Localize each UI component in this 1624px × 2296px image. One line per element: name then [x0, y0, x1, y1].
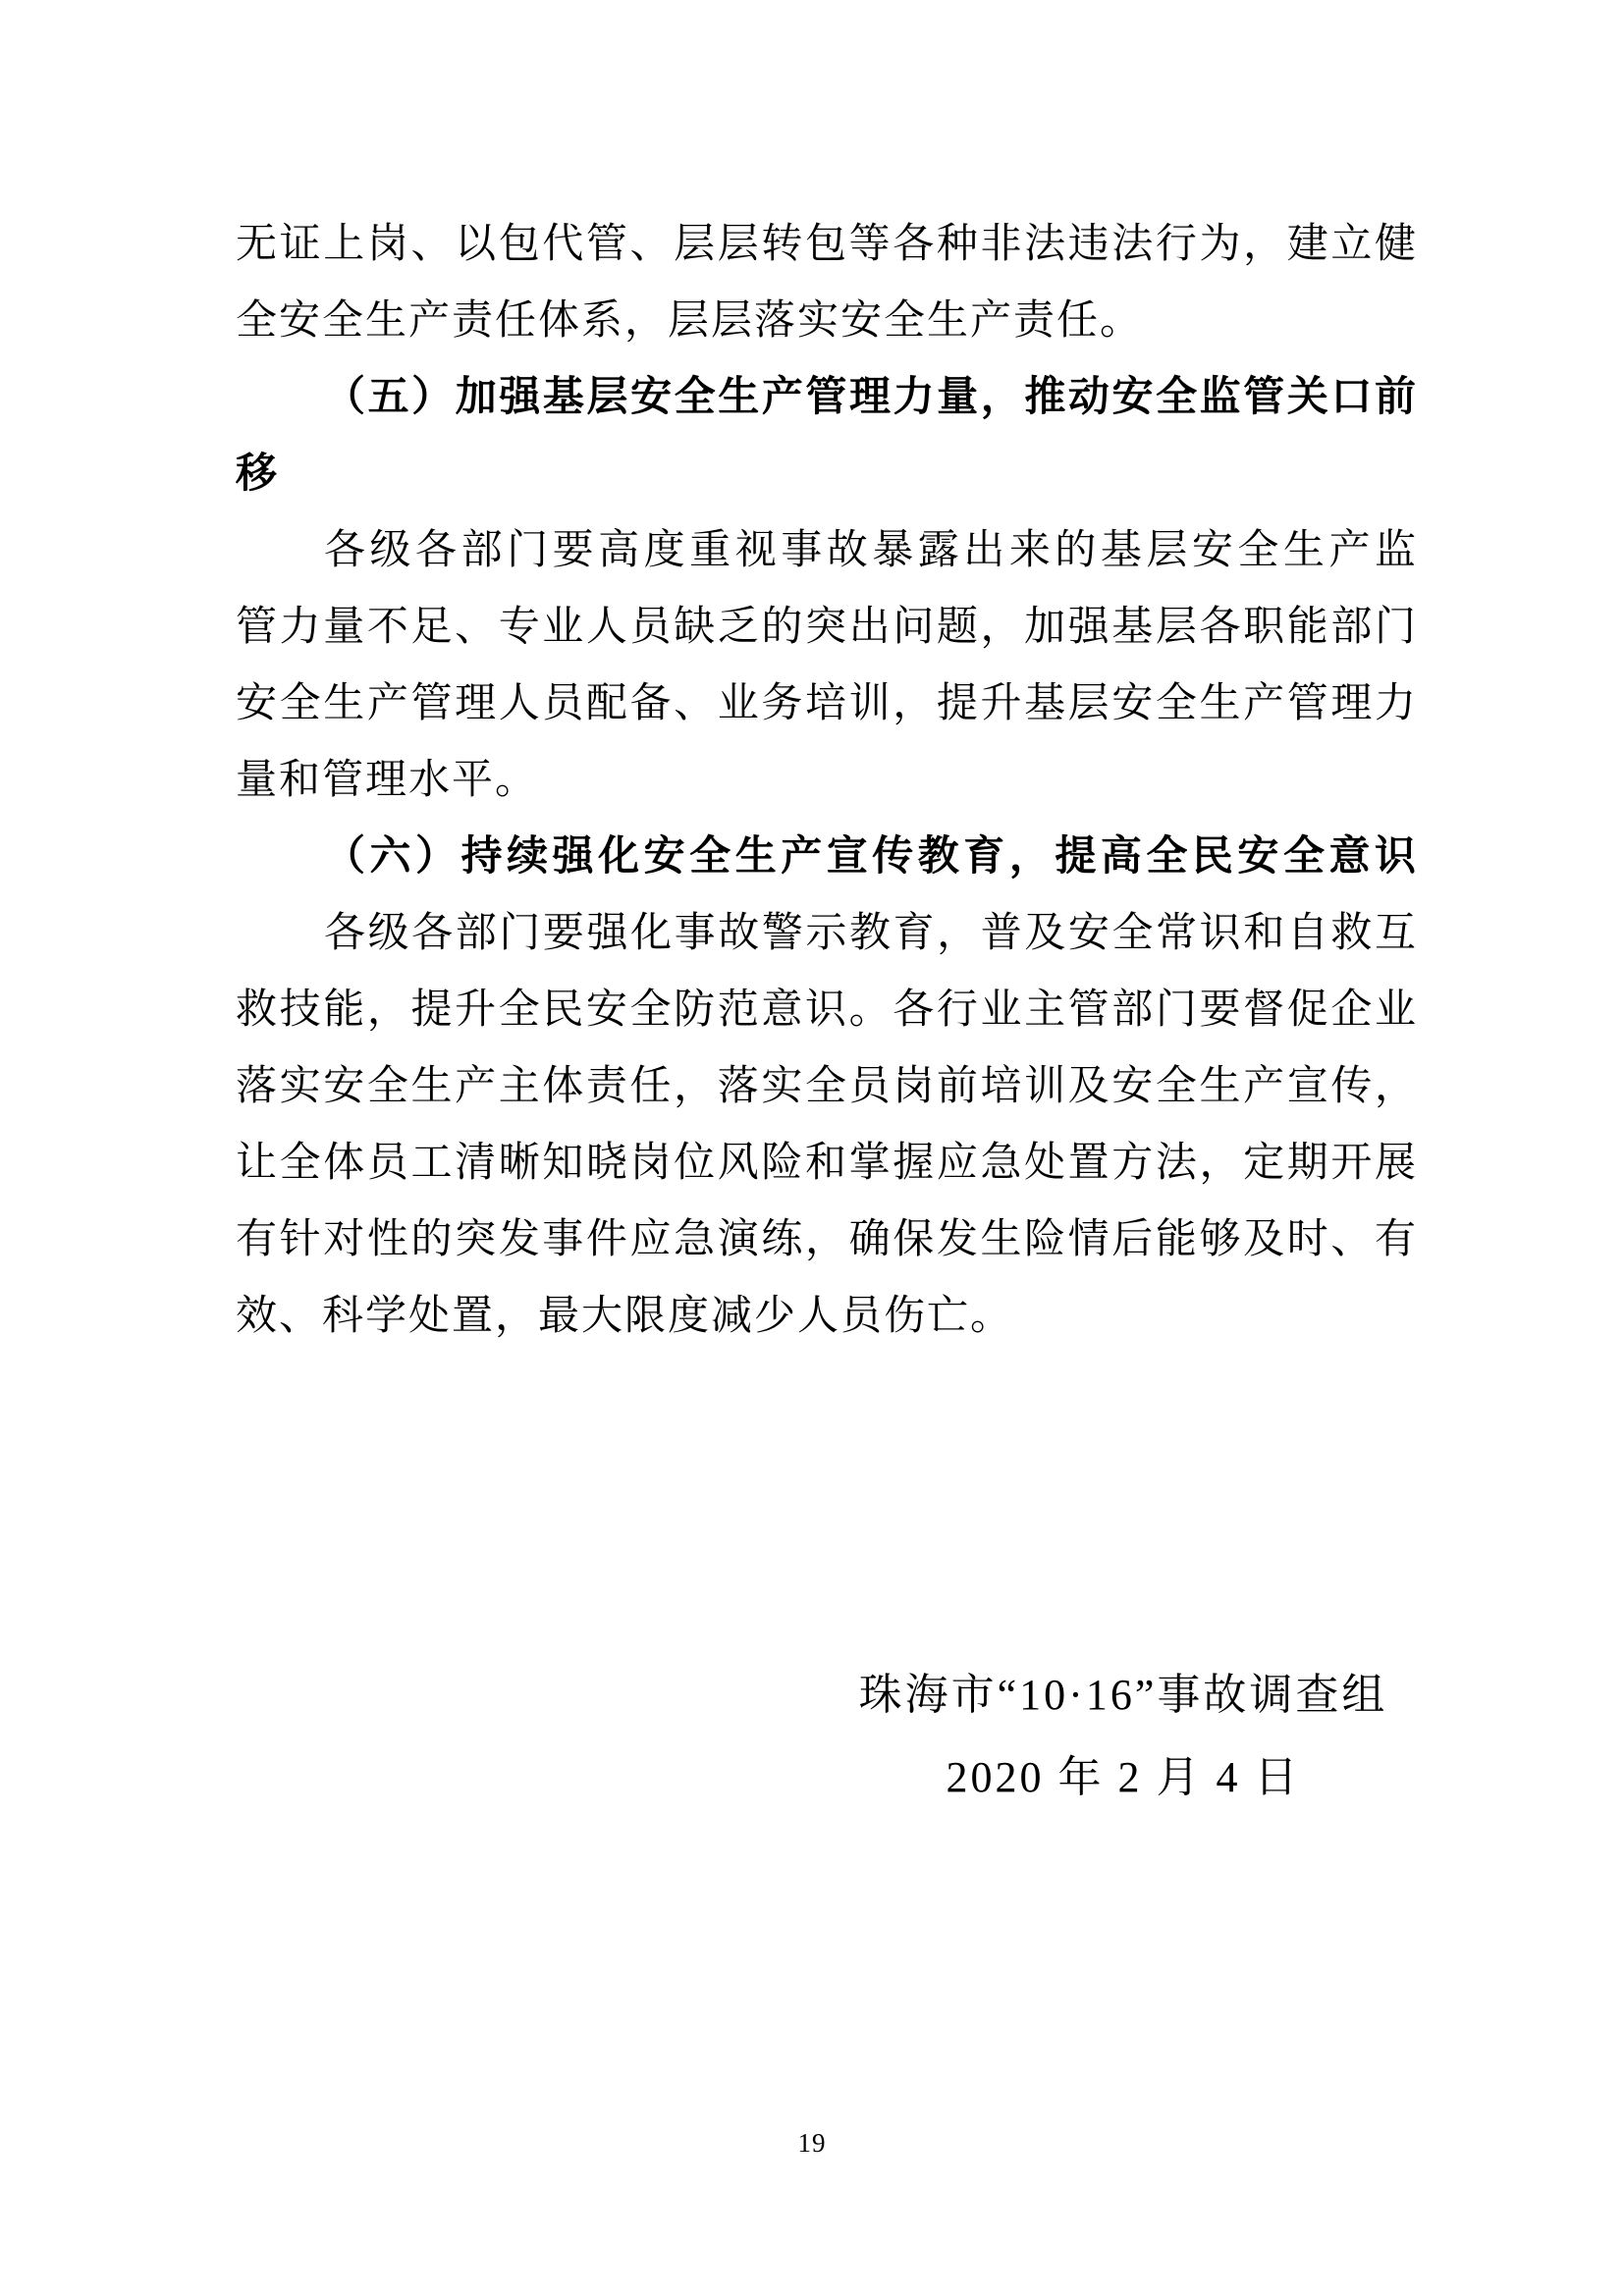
- body-paragraph: [236, 895, 1418, 1355]
- heading-line: 移: [236, 452, 280, 497]
- body-paragraph: [236, 206, 1418, 359]
- text-line: 各级各部门要高度重视事故暴露出来的基层安全生产监: [324, 528, 1418, 573]
- section-heading: [236, 819, 1418, 895]
- document-body: [236, 206, 1418, 1355]
- text-line: 量和管理水平。: [236, 758, 539, 803]
- text-line: 无证上岗、以包代管、层层转包等各种非法违法行为，建立健: [236, 222, 1418, 267]
- text-line: 各级各部门要强化事故警示教育，普及安全常识和自救互: [324, 911, 1418, 956]
- text-line: 效、科学处置，最大限度减少人员伤亡。: [236, 1294, 1014, 1339]
- signature-date: 2020 年 2 月 4 日: [946, 1753, 1301, 1801]
- text-line: 安全生产管理人员配备、业务培训，提升基层安全生产管理力: [236, 681, 1418, 726]
- section-heading: [236, 359, 1418, 512]
- text-line: 让全体员工清晰知晓岗位风险和掌握应急处置方法，定期开展: [236, 1141, 1418, 1186]
- text-line: 全安全生产责任体系，层层落实安全生产责任。: [236, 298, 1144, 344]
- heading-line: （五）加强基层安全生产管理力量，推动安全监管关口前: [324, 375, 1418, 420]
- body-paragraph: [236, 512, 1418, 819]
- text-line: 管力量不足、专业人员缺乏的突出问题，加强基层各职能部门: [236, 605, 1418, 650]
- signature-block: [829, 1654, 1418, 1819]
- page-footer: [0, 2123, 1624, 2163]
- heading-line: （六）持续强化安全生产宣传教育，提高全民安全意识: [324, 834, 1418, 880]
- page-number: 19: [797, 2128, 827, 2158]
- text-line: 落实安全生产主体责任，落实全员岗前培训及安全生产宣传，: [236, 1064, 1418, 1109]
- signature-organization: 珠海市“10·16”事故调查组: [858, 1671, 1388, 1719]
- text-line: 救技能，提升全民安全防范意识。各行业主管部门要督促企业: [236, 988, 1418, 1033]
- text-line: 有针对性的突发事件应急演练，确保发生险情后能够及时、有: [236, 1217, 1418, 1262]
